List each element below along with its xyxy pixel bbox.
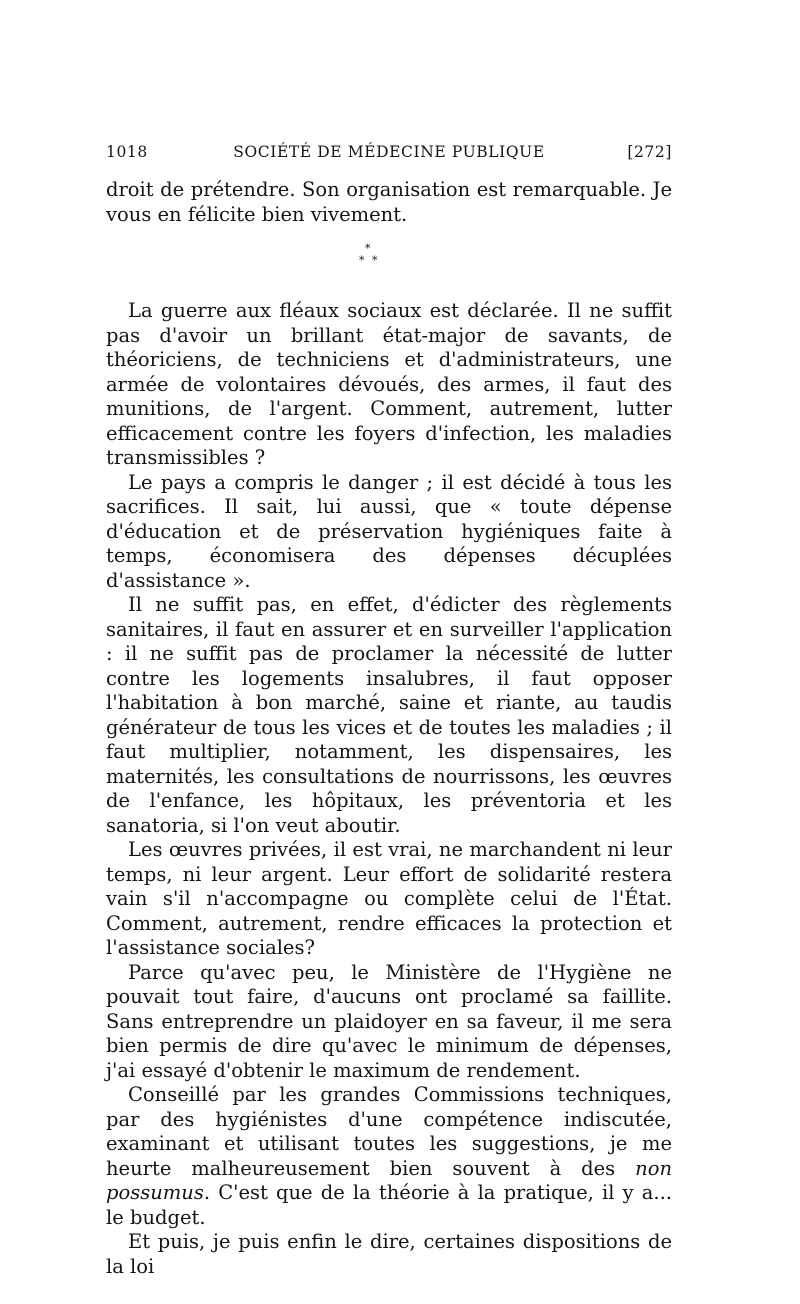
italic-phrase: non possumus xyxy=(106,1156,672,1204)
paragraph-text: Conseillé par les grandes Commissions techniques, par des hygiénistes d'une compétence indiscutée, examinant et utilisant toutes les suggestions, je me heurte malheureusement bien souvent à des xyxy=(106,1083,672,1180)
paragraph xyxy=(106,1083,672,1230)
paragraph: Et puis, je puis enfin le dire, certaines dispositions de la loi xyxy=(106,1230,672,1278)
body-text xyxy=(106,178,672,1279)
paragraph-text: . C'est que de la théorie à la pratique, il y a... le budget. xyxy=(106,1181,672,1229)
separator-star: * xyxy=(372,254,378,267)
bracketed-page-number: [272] xyxy=(627,143,672,161)
running-title: SOCIÉTÉ DE MÉDECINE PUBLIQUE xyxy=(233,143,545,161)
running-header xyxy=(106,143,672,169)
paragraph: Les œuvres privées, il est vrai, ne marchandent ni leur temps, ni leur argent. Leur effort de solidarité restera vain s'il n'accompagne ou complète celui de l'État. Comment, autrement, rendre efficaces la protection et l'assistance sociales? xyxy=(106,838,672,959)
section-separator xyxy=(106,227,672,299)
separator-star: * xyxy=(365,242,371,255)
paragraph: Le pays a compris le danger ; il est décidé à tous les sacrifices. Il sait, lui aussi, que « toute dépense d'éducation et de préservation hygiéniques faite à temps, économisera des dépenses décuplées d'assistance ». xyxy=(106,470,672,592)
paragraph-continued: droit de prétendre. Son organisation est remarquable. Je vous en félicite bien vivement. xyxy=(106,178,672,226)
separator-star: * xyxy=(359,254,365,267)
page-number: 1018 xyxy=(106,143,148,161)
paragraph: Il ne suffit pas, en effet, d'édicter des règlements sanitaires, il faut en assurer et en surveiller l'application : il ne suffit pas de proclamer la nécessité de lutter contre les logements insalubres, il faut opposer l'habitation à bon marché, saine et riante, au taudis générateur de tous les vices et de toutes les maladies ; il faut multiplier, notamment, les dispensaires, les maternités, les consultations de nourrissons, les œuvres de l'enfance, les hôpitaux, les préventoria et les sanatoria, si l'on veut aboutir. xyxy=(106,593,672,837)
paragraph: Parce qu'avec peu, le Ministère de l'Hygiène ne pouvait tout faire, d'aucuns ont proclamé sa faillite. Sans entreprendre un plaidoyer en sa faveur, il me sera bien permis de dire qu'avec le minimum de dépenses, j'ai essayé d'obtenir le maximum de rendement. xyxy=(106,960,672,1082)
paragraph: La guerre aux fléaux sociaux est déclarée. Il ne suffit pas d'avoir un brillant état-major de savants, de théoriciens, de techniciens et d'administrateurs, une armée de volontaires dévoués, des armes, il faut des munitions, de l'argent. Comment, autrement, lutter efficacement contre les foyers d'infection, les maladies transmissibles ? xyxy=(106,299,672,469)
